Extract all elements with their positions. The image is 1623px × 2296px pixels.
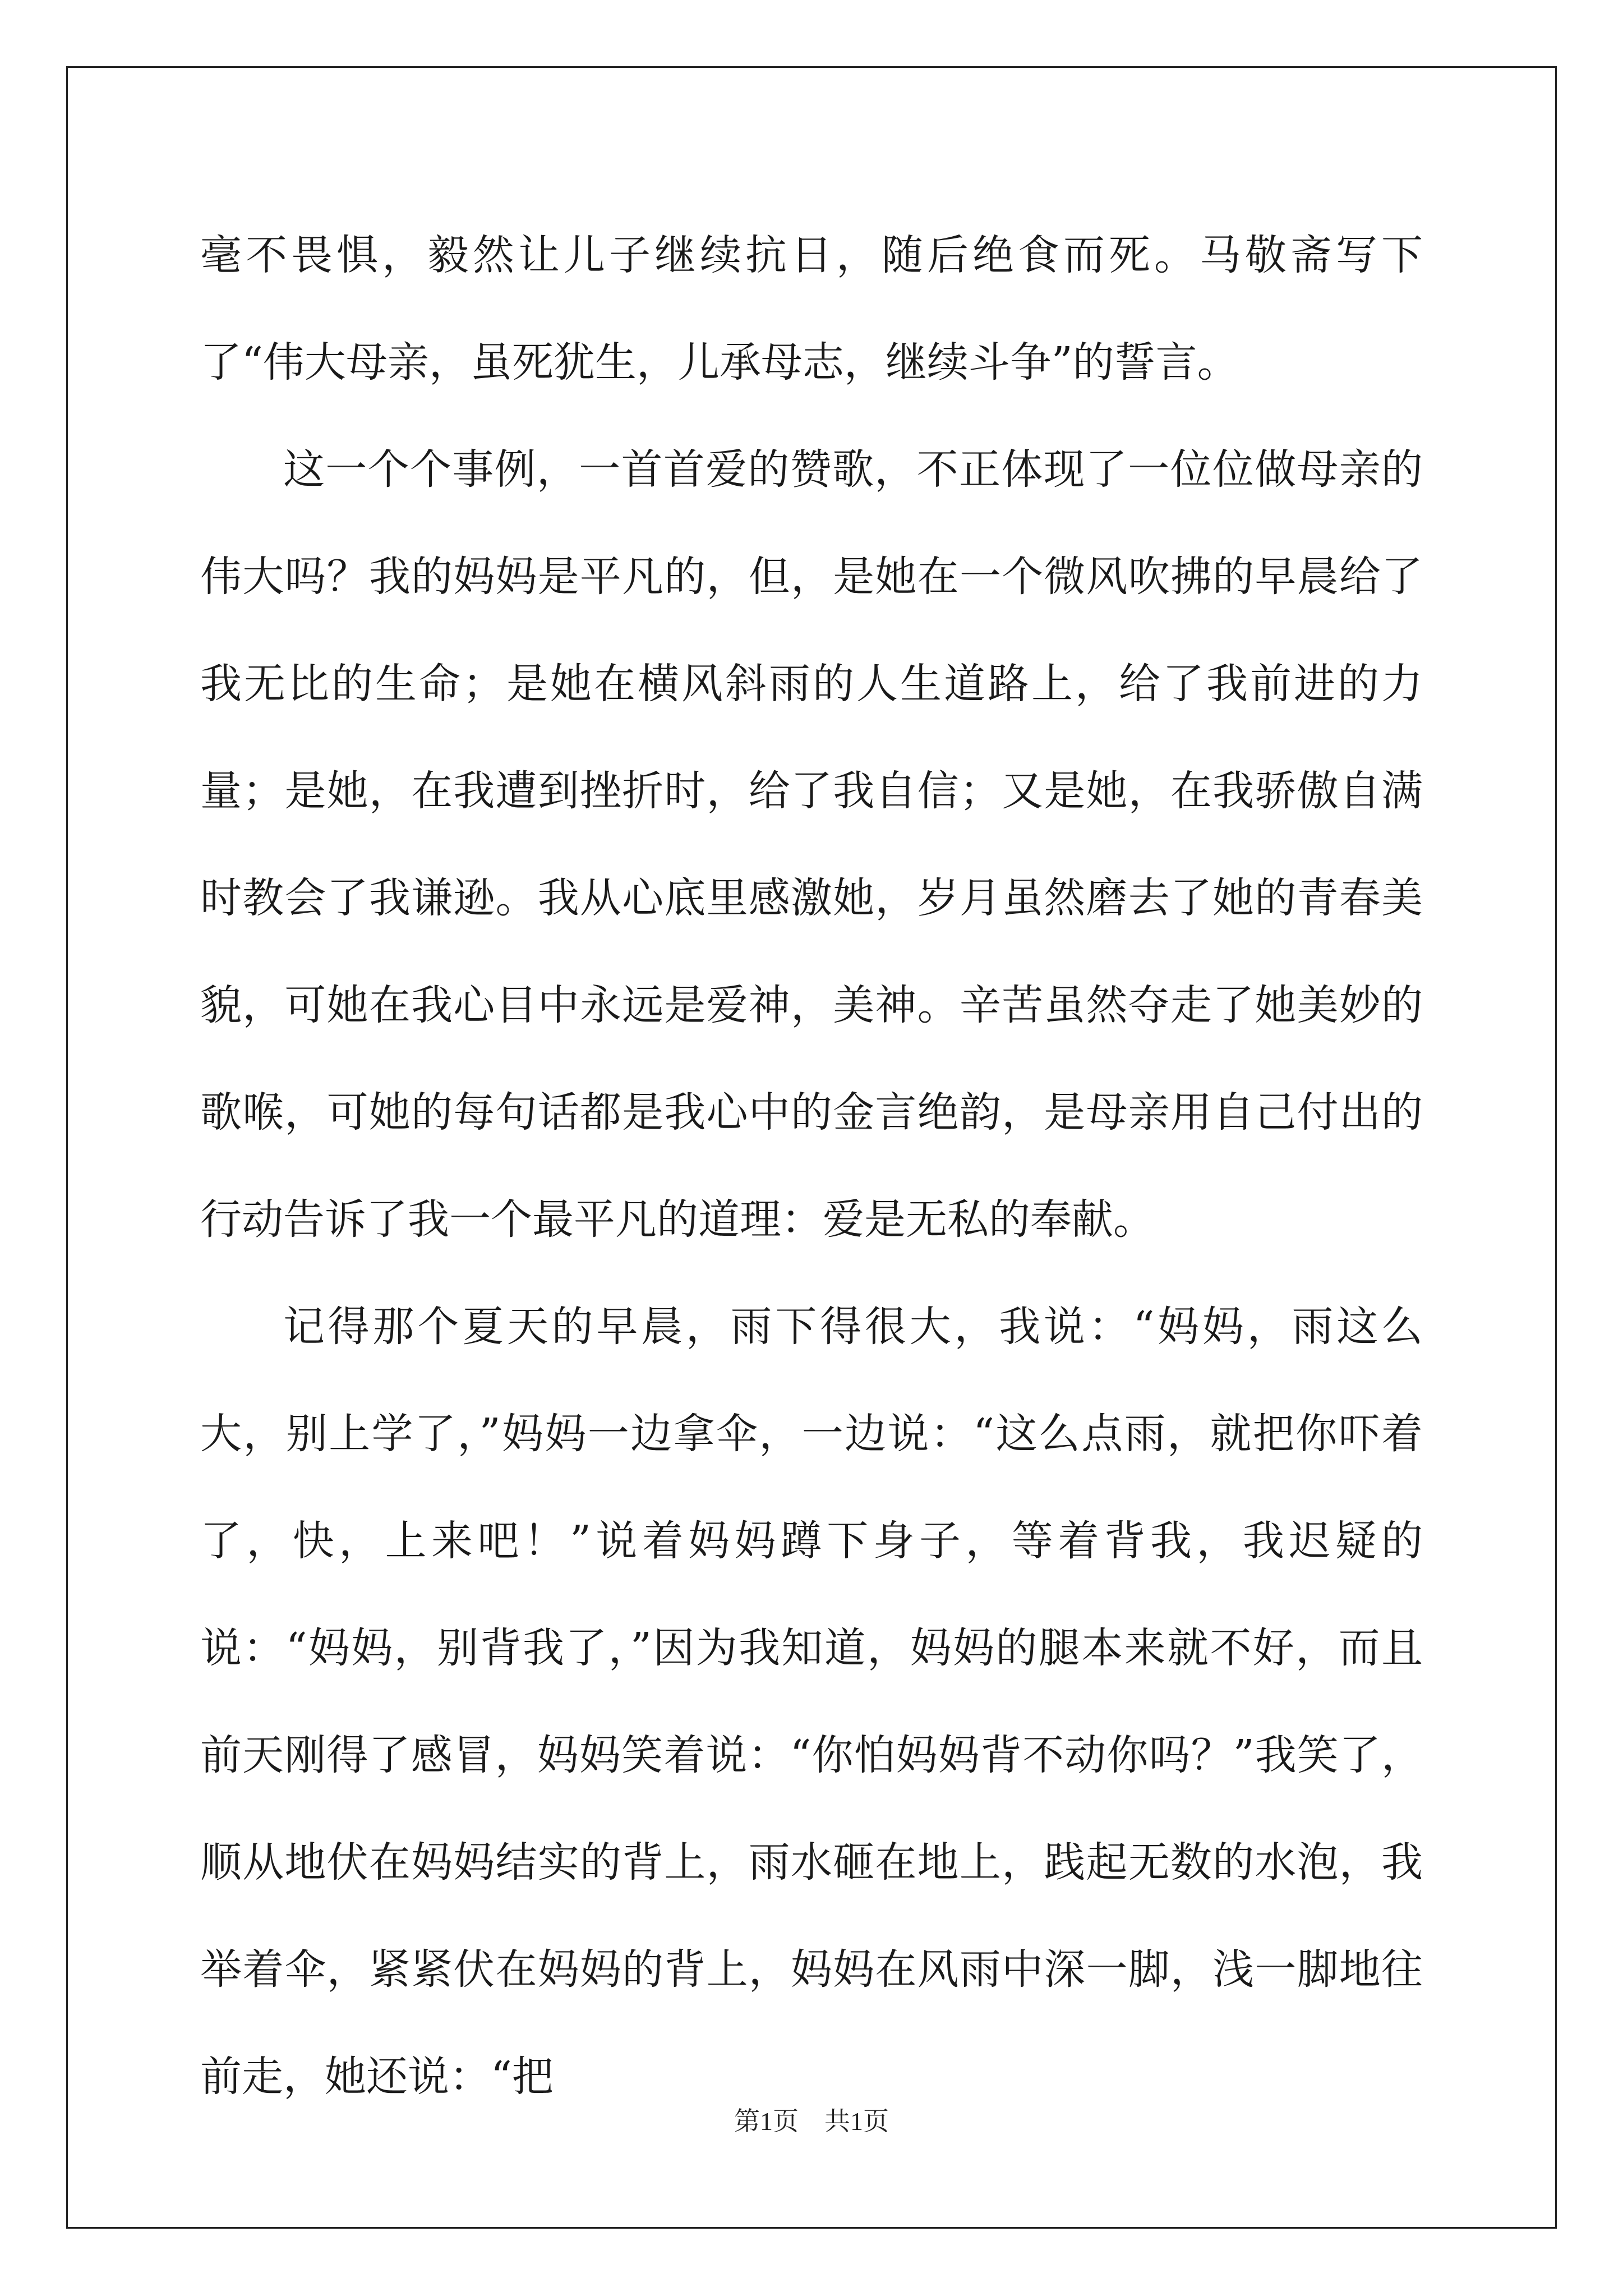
paragraph-1: 毫不畏惧，毅然让儿子继续抗日，随后绝食而死。马敬斋写下了“伟大母亲，虽死犹生，儿承母志，继续斗争”的誓言。: [200, 231, 1423, 386]
paragraph-2: 这一个个事例，一首首爱的赞歌，不正体现了一位位做母亲的伟大吗？我的妈妈是平凡的，但，是她在一个微风吹拂的早晨给了我无比的生命；是她在横风斜雨的人生道路上，给了我前进的力量；是她，在我遭到挫折时，给了我自信；又是她，在我骄傲自满时教会了我谦逊。我从心底里感激她，岁月虽然磨去了她的青春美貌，可她在我心目中永远是爱神，美神。辛苦虽然夺走了她美妙的歌喉，可她的每句话都是我心中的金言绝韵，是母亲用自己付出的行动告诉了我一个最平凡的道理：爱是无私的奉献。: [200, 445, 1423, 1244]
page-footer: [0, 2101, 1623, 2138]
paragraph-3: 记得那个夏天的早晨，雨下得很大，我说：“妈妈，雨这么大，别上学了，”妈妈一边拿伞，一边说：“这么点雨，就把你吓着了，快，上来吧！”说着妈妈蹲下身子，等着背我，我迟疑的说：“妈妈，别背我了，”因为我知道，妈妈的腿本来就不好，而且前天刚得了感冒，妈妈笑着说：“你怕妈妈背不动你吗？”我笑了，顺从地伏在妈妈结实的背上，雨水砸在地上，践起无数的水泡，我举着伞，紧紧伏在妈妈的背上，妈妈在风雨中深一脚，浅一脚地往前走，她还说：“把: [200, 1303, 1423, 2101]
page-number-label: 第1页: [734, 2107, 799, 2136]
document-body: [200, 202, 1423, 2131]
total-pages-label: 共1页: [824, 2107, 889, 2136]
